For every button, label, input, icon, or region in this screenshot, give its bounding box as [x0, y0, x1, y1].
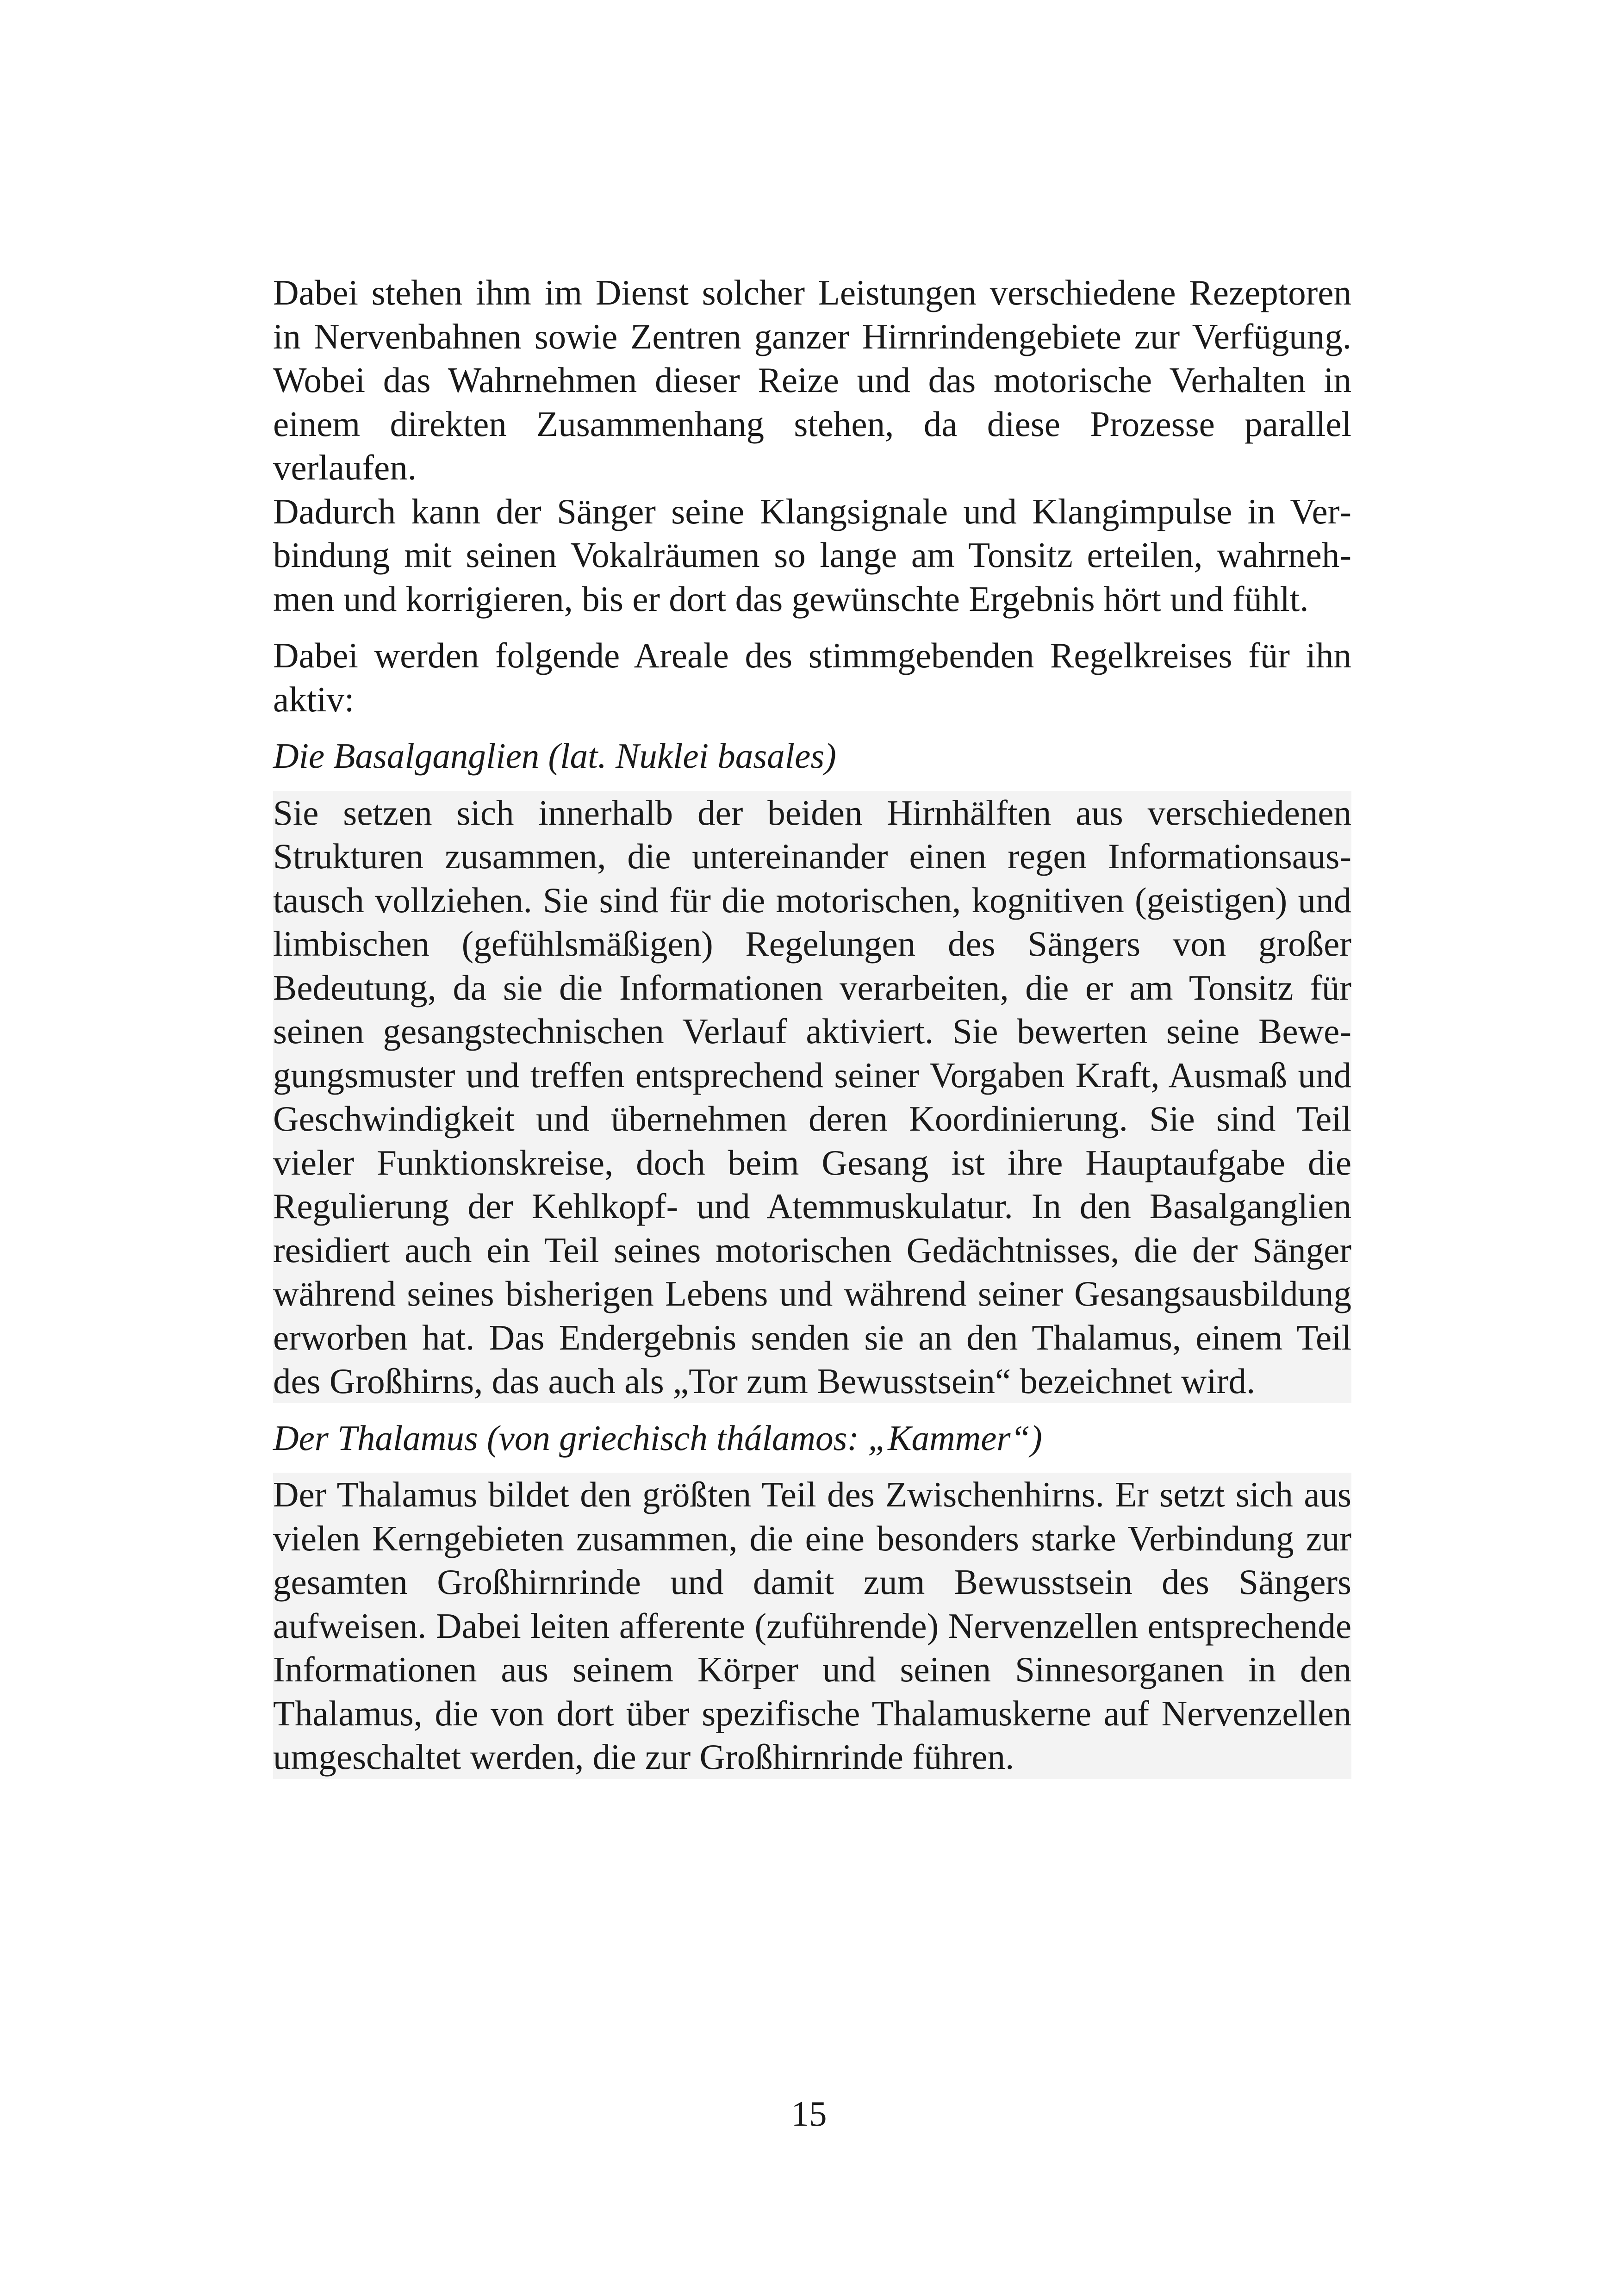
paragraph-active-areas: Dabei werden folgende Areale des stimmgebenden Regelkreises für ihn aktiv:	[273, 635, 1351, 719]
paragraph-basal-ganglia: Sie setzen sich innerhalb der beiden Hirnhälften aus verschiedenen Strukturen zusammen, die untereinander einen regen Informationsaustausch vollziehen. Sie sind für die motorischen, kognitiven (geistigen) und limbischen (gefühlsmäßigen) Regelungen des Sängers von großer Bedeutung, da sie die Informationen verarbeiten, die er am Tonsitz für seinen gesangstechnischen Verlauf aktiviert. Sie bewerten seine Bewegungsmuster und treffen entsprechend seiner Vorgaben Kraft, Ausmaß und Geschwindigkeit und übernehmen deren Koordinierung. Sie sind Teil vieler Funktionskreise, doch beim Gesang ist ihre Hauptaufgabe die Regulierung der Kehlkopf- und Atemmuskulatur. In den Basalganglien residiert auch ein Teil seines motorischen Gedächtnisses, die der Sänger während seines bisherigen Lebens und während seiner Gesangsausbildung erworben hat. Das Endergebnis senden sie an den Thalamus, einem Teil des Großhirns, das auch als „Tor zum Bewusstsein“ bezeichnet wird.	[273, 791, 1351, 1403]
body-text	[273, 271, 1351, 1779]
heading-basal-ganglia: Die Basalganglien (lat. Nuklei basales)	[273, 736, 836, 776]
paragraph-thalamus: Der Thalamus bildet den größten Teil des Zwischenhirns. Er setzt sich aus vielen Kerngebieten zusammen, die eine besonders starke Verbindung zur gesamten Großhirnrinde und damit zum Bewusstsein des Sängers aufweisen. Dabei leiten afferente (zuführende) Nervenzellen entsprechende Informationen aus seinem Körper und seinen Sinnesorganen in den Thalamus, die von dort über spezifische Thalamuskerne auf Nervenzellen umgeschaltet werden, die zur Großhirnrinde führen.	[273, 1473, 1351, 1779]
heading-thalamus: Der Thalamus (von griechisch thálamos: „Kammer“)	[273, 1418, 1042, 1458]
page-number: 15	[791, 2094, 827, 2134]
paragraph-receptors: Dabei stehen ihm im Dienst solcher Leistungen verschiedene Rezeptoren in Nervenbahnen sowie Zentren ganzer Hirnrindengebiete zur Verfügung. Wobei das Wahrnehmen dieser Reize und das motorische Verhalten in einem direkten Zusammenhang stehen, da diese Prozesse parallel verlaufen.	[273, 273, 1351, 487]
paragraph-singer-signals: Dadurch kann der Sänger seine Klangsignale und Klangimpulse in Verbindung mit seinen Vokalräumen so lange am Tonsitz erteilen, wahrnehmen und korrigieren, bis er dort das gewünschte Ergebnis hört und fühlt.	[273, 491, 1351, 619]
